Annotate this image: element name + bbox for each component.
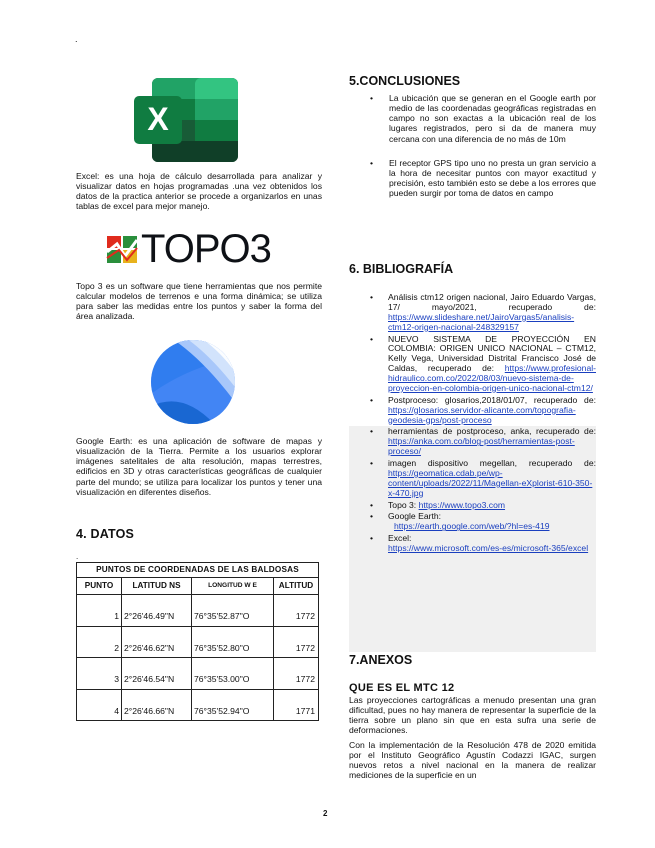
list-item [350,335,596,394]
list-item [350,427,596,457]
list-item [350,293,596,333]
column-header: ALTITUD [274,578,319,595]
cell-latitud: 2°26'46.62"N [122,626,192,658]
reference-text: Análisis ctm12 origen nacional, Jairo Eduardo Vargas, 17/ mayo/2021, recuperado de: [388,292,596,312]
top-dot: . [75,34,78,44]
cell-longitud: 76°35'53.00"O [192,658,274,690]
reference-link[interactable]: https://www.topo3.com [418,499,506,510]
page-number: 2 [323,809,328,818]
reference-text: Excel: [388,533,412,544]
reference-text: herramientas de postproceso, anka, recuperado de: [388,426,596,437]
section-heading-conclusiones: 5.CONCLUSIONES [349,74,461,88]
list-item: • La ubicación que se generan en el Google earth por medio de las coordenadas geográficas registradas en campo no son exactas a la ubicación real de los lugares registrados, pero si da de manera muy cercana con una diferencia de no más de 10m [350,93,596,144]
topo3-logo [105,227,271,272]
reference-link[interactable]: https://glosarios.servidor-alicante.com/topografia-geodesia-gps/post-proceso [388,404,576,425]
topo3-logo-text: TOPO3 [141,227,271,271]
table-row [77,689,319,721]
reference-text: imagen dispositivo megellan, recuperado de: [388,458,596,468]
column-header: LONGITUD W E [192,578,274,595]
list-item [350,512,596,532]
table-row [77,626,319,658]
anexos-paragraph: Con la implementación de la Resolución 478 de 2020 emitida por el Instituto Geográfico Agustín Codazzi IGAC, surgen nuevos retos a nivel nacional en la manera de realizar mediciones de la superficie en un [349,740,596,781]
conclusiones-list [350,93,596,198]
cell-latitud: 2°26'46.49"N [122,595,192,627]
cell-longitud: 76°35'52.80"O [192,626,274,658]
cell-altitud: 1772 [274,595,319,627]
bibliography-list [350,293,596,556]
section-heading-bibliografia: 6. BIBLIOGRAFÍA [349,262,454,276]
reference-link[interactable]: https://www.slideshare.net/JairoVargas5/analisis-ctm12-origen-nacional-248329157 [388,311,575,332]
anexos-paragraph: Las proyecciones cartográficas a menudo presentan una gran dificultad, pues no hay manera de representar la superficie de la tierra sobre un plano sin que en esta sufra una serie de deformaciones. [349,695,596,736]
table-title: PUNTOS DE COORDENADAS DE LAS BALDOSAS [77,563,319,578]
cell-punto: 4 [77,689,122,721]
section-heading-datos: 4. DATOS [76,527,135,541]
reference-text: Google Earth: [388,511,442,522]
cell-altitud: 1772 [274,658,319,690]
subheading-mtc12: QUE ES EL MTC 12 [349,682,455,694]
reference-link[interactable]: https://anka.com.co/blog-post/herramientas-post-proceso/ [388,436,575,457]
cell-punto: 3 [77,658,122,690]
reference-link[interactable]: https://geomatica.cdab.pe/wp-content/uploads/2022/11/Magellan-eXplorist-610-350-x-470.jpg [388,467,593,498]
table-row [77,595,319,627]
list-item [350,534,596,554]
excel-description: Excel: es una hoja de cálculo desarrollada para analizar y visualizar datos en hojas programadas .una vez obtenidos los datos de la practica anterior se procede a organizarlos en unas tablas de excel para mejor manejo. [76,171,322,212]
cell-latitud: 2°26'46.66"N [122,689,192,721]
coordinates-table [76,562,319,721]
cell-punto: 1 [77,595,122,627]
cell-altitud: 1771 [274,689,319,721]
cell-longitud: 76°35'52.87"O [192,595,274,627]
reference-text: Postproceso: glosarios,2018/01/07, recuperado de: [388,394,596,405]
excel-logo-icon [134,76,240,164]
list-item [350,459,596,499]
list-item [350,396,596,426]
reference-text: Topo 3: [388,499,419,510]
reference-link[interactable]: https://www.profesional-hidraulico.com.co/2022/08/03/nuevo-sistema-de-proyeccion-en-colombia-origen-unico-nacional-ctm12/ [388,363,596,393]
reference-text: NUEVO SISTEMA DE PROYECCIÓN EN COLOMBIA: ORIGEN UNICO NACIONAL – CTM12, Kelly Vega, Universidad Distrital Francisco José de Caldas, recuperado de: [388,333,596,374]
table-row [77,658,319,690]
topo3-description: Topo 3 es un software que tiene herramientas que nos permite calcular modelos de terrenos e una forma dinámica; se utiliza para saber las medidas entre los puntos y saber la forma del área analizada. [76,281,322,322]
excel-logo-letter: X [147,101,169,137]
reference-link[interactable]: https://earth.google.com/web/?hl=es-419 [394,521,550,532]
column-header: PUNTO [77,578,122,595]
section-heading-anexos: 7.ANEXOS [349,653,413,667]
datos-dot: . [76,552,79,561]
list-item [350,501,596,511]
column-header: LATITUD NS [122,578,192,595]
cell-punto: 2 [77,626,122,658]
google-earth-logo-icon [148,336,238,428]
topo3-emblem-icon [105,232,139,266]
cell-latitud: 2°26'46.54"N [122,658,192,690]
google-earth-description: Google Earth: es una aplicación de software de mapas y visualización de la Tierra. Permite a los usuarios explorar imágenes satelitales de alta resolución, mapas terrestres, edificios en 3D y otras características geográficas de cualquier parte del mundo; se utiliza para localizar los puntos y tener una visualización en diferentes diseños. [76,436,322,497]
reference-link[interactable]: https://www.microsoft.com/es-es/microsoft-365/excel [388,543,589,553]
cell-altitud: 1772 [274,626,319,658]
cell-longitud: 76°35'52.94"O [192,689,274,721]
list-item: • El receptor GPS tipo uno no presta un gran servicio a la hora de necesitar puntos con mayor exactitud y precisión, esto también esto se debe a los errores que pueden surgir por toma de datos en campo [350,158,596,199]
